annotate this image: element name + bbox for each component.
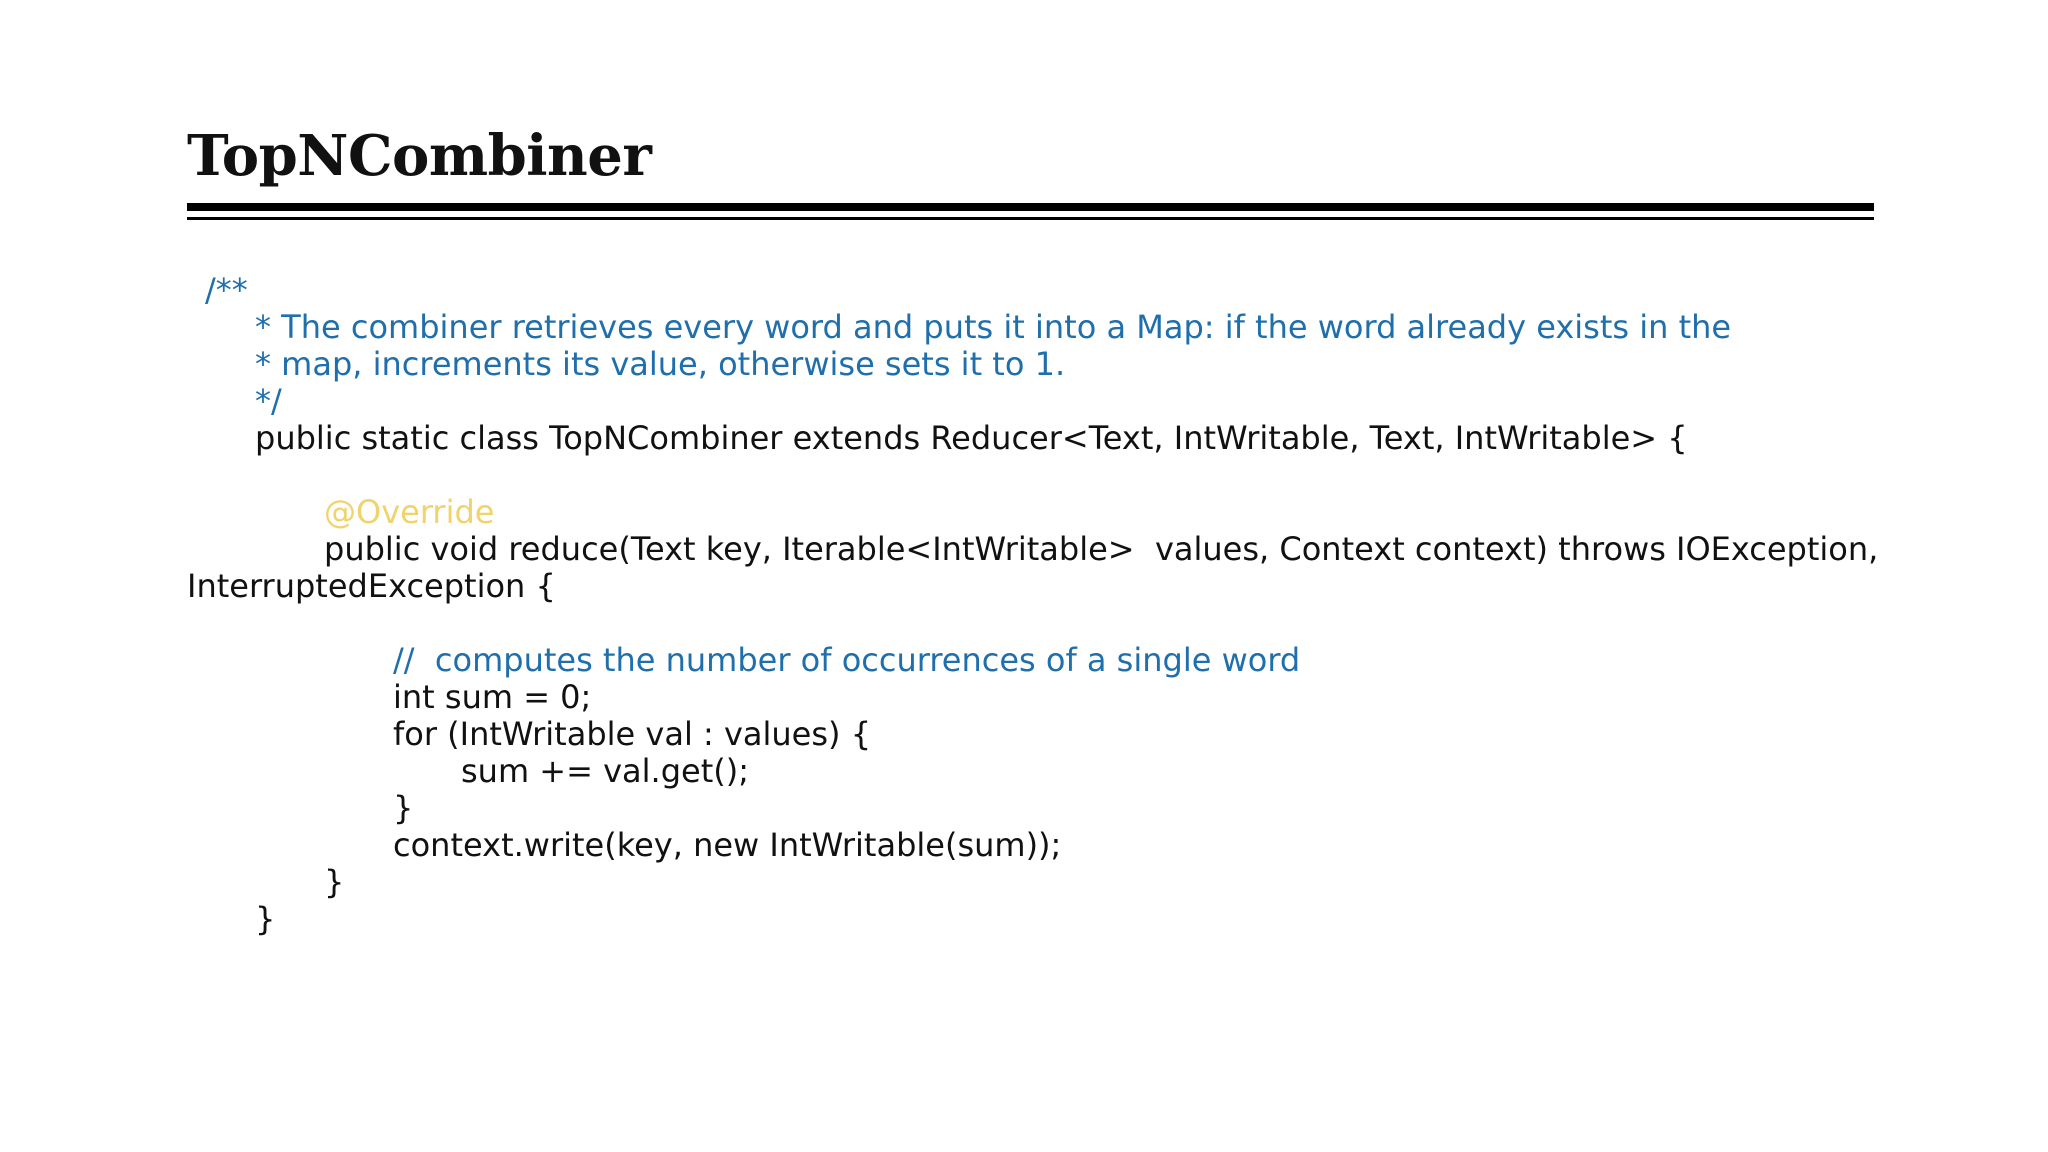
code-block (187, 272, 1887, 938)
code-line-context-write: context.write(key, new IntWritable(sum)); (393, 826, 1062, 864)
code-line-class-declaration: public static class TopNCombiner extends Reducer<Text, IntWritable, Text, IntWritable> { (255, 419, 1688, 457)
code-line-method-close: } (324, 863, 345, 901)
code-line-for-loop: for (IntWritable val : values) { (393, 715, 872, 753)
code-line-inline-comment: // computes the number of occurrences of a single word (393, 641, 1301, 679)
code-line-sum-init: int sum = 0; (393, 678, 592, 716)
title-rule-thick (187, 203, 1874, 211)
code-line-blank (187, 605, 1887, 642)
code-line-class-close: } (255, 900, 276, 938)
code-line-for-close: } (393, 789, 414, 827)
code-line-comment-open: /** (205, 271, 248, 309)
title-rule-thin (187, 217, 1874, 220)
code-line-method-signature: public void reduce(Text key, Iterable<IntWritable> values, Context context) throws IOException, (324, 530, 1879, 568)
code-line-comment-2: * map, increments its value, otherwise sets it to 1. (255, 345, 1066, 383)
code-line-comment-close: */ (255, 382, 282, 420)
code-line-comment-1: * The combiner retrieves every word and puts it into a Map: if the word already exists in the (255, 308, 1732, 346)
code-line-blank (187, 457, 1887, 494)
slide-title: TopNCombiner (187, 123, 652, 189)
code-line-annotation-override: @Override (324, 493, 495, 531)
code-line-sum-increment: sum += val.get(); (461, 752, 749, 790)
code-line-method-signature-cont: InterruptedException { (187, 567, 556, 605)
